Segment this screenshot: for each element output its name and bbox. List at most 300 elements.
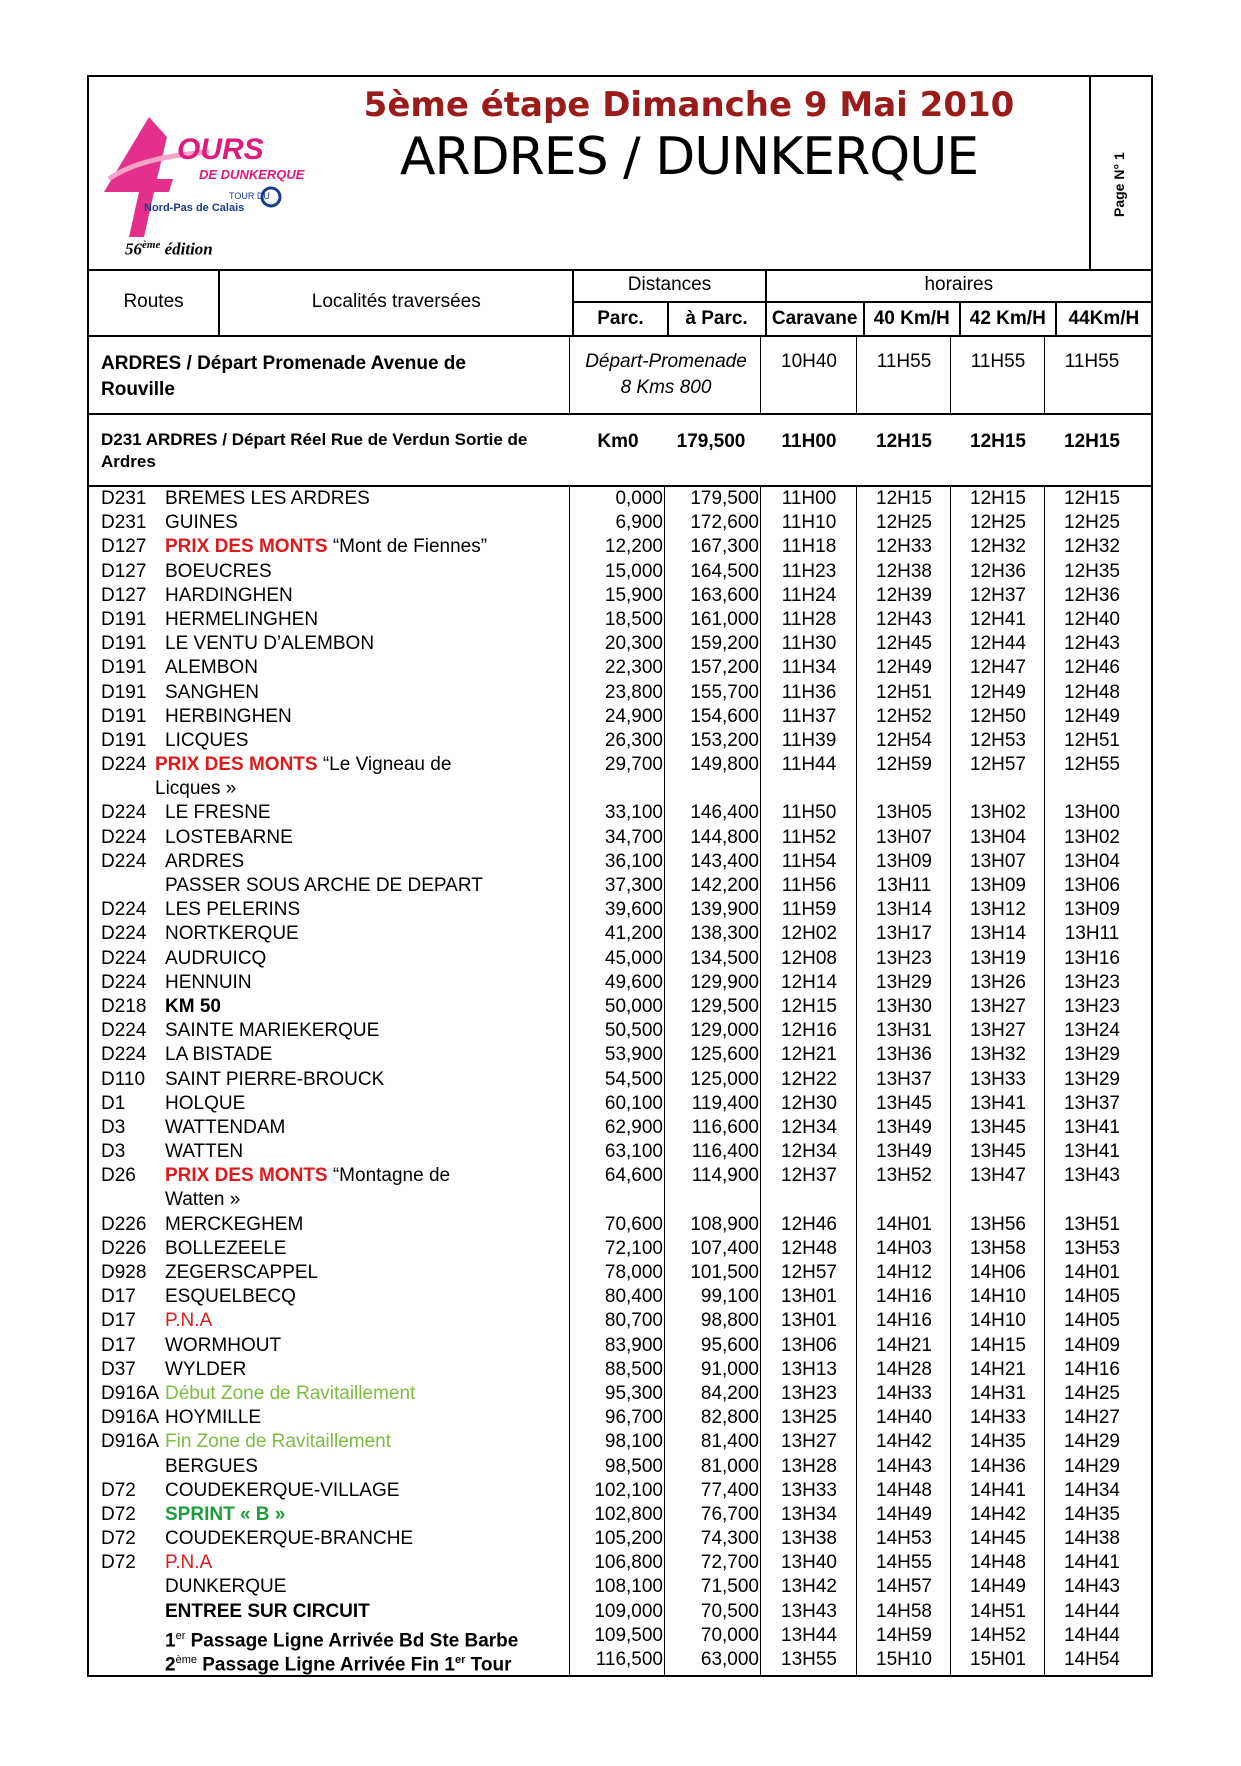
table-row	[89, 850, 1151, 874]
route-code: D224	[101, 923, 147, 945]
cell-car: 13H33	[781, 1479, 837, 1501]
cell-parc: 106,800	[594, 1552, 663, 1574]
cell-h44: 14H43	[1064, 1576, 1120, 1598]
cell-h44: 14H05	[1064, 1286, 1120, 1308]
table-row	[89, 801, 1151, 825]
locality-extra: “Montagne de	[327, 1165, 451, 1187]
locality-name	[165, 922, 299, 946]
cell-h44: 12H49	[1064, 705, 1120, 727]
locality-name	[165, 584, 293, 608]
cell-h40: 13H09	[876, 850, 932, 872]
cell-apar: 129,000	[690, 1020, 759, 1042]
cell-h40: 12H59	[876, 754, 932, 776]
cell-apar: 179,500	[690, 488, 759, 509]
locality-main: ZEGERSCAPPEL	[165, 1262, 319, 1283]
locality-name	[165, 1285, 296, 1309]
table-row	[89, 922, 1151, 946]
col-40kmh: 40 Km/H	[864, 302, 960, 336]
cell-parc: 53,900	[604, 1044, 663, 1066]
locality-main: BOEUCRES	[165, 560, 272, 582]
cell-h42: 14H10	[970, 1286, 1026, 1308]
locality-name	[165, 1358, 246, 1382]
cell-h44: 14H01	[1064, 1262, 1120, 1283]
locality-main: ALEMBON	[165, 657, 258, 679]
route-code: D127	[101, 584, 147, 606]
locality-name	[165, 1382, 415, 1406]
locality-main: BERGUES	[165, 1455, 258, 1477]
cell-h42: 14H36	[970, 1455, 1026, 1477]
depart-reel-label: D231 ARDRES / Départ Réel Rue de Verdun Sortie de Ardres	[101, 430, 528, 471]
locality-name	[165, 1043, 272, 1067]
cell-h44: 14H35	[1064, 1503, 1120, 1525]
cell-apar: 82,800	[700, 1407, 759, 1429]
cell-parc: 15,900	[604, 584, 663, 606]
route-code: D37	[101, 1358, 136, 1380]
locality-main: SAINT PIERRE-BROUCK	[165, 1068, 385, 1090]
route-code: D224	[101, 754, 147, 776]
cell-h44: 12H51	[1064, 729, 1120, 751]
route-code: D26	[101, 1165, 136, 1187]
cell-apar: 77,400	[700, 1479, 759, 1501]
table-row	[89, 656, 1151, 680]
cell-h42: 12H50	[970, 705, 1026, 727]
itinerary-rows	[89, 487, 1151, 1676]
table-row	[89, 995, 1151, 1019]
locality-name	[165, 705, 292, 729]
route-code: D916A	[101, 1407, 160, 1429]
locality-main: MERCKEGHEM	[165, 1213, 304, 1235]
cell-car: 11H00	[781, 488, 837, 509]
cell-h42: 12H41	[970, 608, 1026, 630]
route-code: D916A	[101, 1431, 160, 1453]
cell-car: 11H50	[781, 802, 837, 824]
route-code: D72	[101, 1528, 136, 1550]
cell-h40: 12H15	[876, 488, 932, 509]
table-row	[89, 487, 1151, 511]
cell-h42: 13H45	[970, 1116, 1026, 1138]
cell-car: 13H23	[781, 1382, 837, 1404]
cell-h44: 13H24	[1064, 1020, 1120, 1042]
route-code: D191	[101, 608, 147, 630]
table-row	[89, 1503, 1151, 1527]
cell-h42: 12H36	[970, 560, 1026, 582]
route-code: D191	[101, 681, 147, 703]
table-row	[89, 1334, 1151, 1358]
cell-h40: 12H49	[876, 657, 932, 679]
locality-name	[165, 1019, 379, 1043]
depart-label: ARDRES / Départ Promenade Avenue de Rouville	[101, 353, 466, 400]
cell-car: 11H37	[781, 705, 837, 727]
cell-h40: 14H53	[876, 1528, 932, 1550]
cell-car: 11H59	[781, 899, 837, 921]
cell-parc: 18,500	[604, 608, 663, 630]
cell-parc: 95,300	[604, 1382, 663, 1404]
cell-h42: 13H09	[970, 875, 1026, 896]
cell-car: 11H30	[781, 633, 837, 655]
table-row	[89, 898, 1151, 922]
table-row	[89, 1382, 1151, 1406]
route-code: D224	[101, 850, 147, 872]
cell-parc: 0,000	[615, 488, 663, 509]
cell-apar: 125,000	[690, 1068, 759, 1090]
route-code: D191	[101, 705, 147, 727]
depart-reel-parc: Km0	[597, 431, 639, 452]
table-row	[89, 729, 1151, 753]
cell-h40: 13H14	[876, 899, 932, 921]
cell-h44: 12H36	[1064, 584, 1120, 606]
cell-h42: 13H19	[970, 947, 1026, 969]
locality-main: SPRINT « B »	[165, 1503, 286, 1525]
cell-parc: 108,100	[594, 1576, 663, 1598]
cell-car: 12H02	[781, 923, 837, 945]
cell-apar: 143,400	[690, 850, 759, 872]
cell-car: 11H52	[781, 826, 837, 848]
cell-h44: 14H54	[1064, 1649, 1120, 1670]
locality-main: KM 50	[165, 995, 221, 1017]
cell-h44: 14H41	[1064, 1552, 1120, 1574]
cell-h40: 13H11	[876, 875, 932, 896]
cell-h40: 14H49	[876, 1503, 932, 1525]
cell-h44: 14H44	[1064, 1624, 1120, 1646]
cell-h42: 12H15	[970, 488, 1026, 509]
cell-parc: 102,100	[594, 1479, 663, 1501]
cell-h40: 14H55	[876, 1552, 932, 1574]
cell-parc: 109,500	[594, 1624, 663, 1646]
table-row	[89, 1019, 1151, 1043]
locality-main: COUDEKERQUE-BRANCHE	[165, 1528, 414, 1550]
cell-apar: 63,000	[700, 1649, 759, 1670]
locality-name	[165, 850, 244, 874]
cell-parc: 20,300	[604, 633, 663, 655]
cell-parc: 33,100	[604, 802, 663, 824]
cell-car: 13H55	[781, 1649, 837, 1670]
cell-h44: 13H11	[1064, 923, 1120, 945]
table-row	[89, 705, 1151, 729]
cell-car: 13H01	[781, 1310, 837, 1332]
cell-parc: 96,700	[604, 1407, 663, 1429]
locality-main: Fin Zone de Ravitaillement	[165, 1431, 391, 1453]
locality-extra: “Le Vigneau de	[317, 754, 452, 776]
depart-44: 11H55	[1064, 351, 1120, 372]
table-row	[89, 560, 1151, 584]
cell-h44: 12H43	[1064, 633, 1120, 655]
cell-h42: 12H49	[970, 681, 1026, 703]
locality-main: LES PELERINS	[165, 899, 301, 921]
page-header	[89, 77, 1151, 271]
route-code: D231	[101, 488, 147, 509]
cell-car: 13H28	[781, 1455, 837, 1477]
locality-name	[165, 1406, 261, 1430]
route-code: D224	[101, 947, 147, 969]
cell-car: 11H36	[781, 681, 837, 703]
logo-dunkerque-text: DE DUNKERQUE	[199, 167, 305, 182]
route-code: D72	[101, 1552, 136, 1574]
cell-parc: 105,200	[594, 1528, 663, 1550]
locality-name	[165, 632, 374, 656]
table-row	[89, 971, 1151, 995]
cell-parc: 29,700	[604, 754, 663, 776]
cell-h40: 13H29	[876, 971, 932, 993]
cell-h42: 15H01	[970, 1649, 1026, 1670]
locality-name	[165, 729, 248, 753]
cell-car: 13H34	[781, 1503, 837, 1525]
cell-car: 11H18	[781, 536, 837, 558]
route-code: D127	[101, 536, 147, 558]
table-row	[89, 1455, 1151, 1479]
cell-car: 11H54	[781, 850, 837, 872]
locality-name	[165, 608, 318, 632]
locality-name	[165, 1261, 318, 1285]
route-code: D3	[101, 1116, 126, 1138]
route-code: D17	[101, 1310, 136, 1332]
cell-h44: 13H43	[1064, 1165, 1120, 1187]
cell-h44: 13H23	[1064, 971, 1120, 993]
cell-h40: 12H51	[876, 681, 932, 703]
locality-main: BREMES LES ARDRES	[165, 488, 370, 509]
cell-h40: 13H45	[876, 1092, 932, 1114]
col-routes: Routes	[89, 269, 219, 336]
cell-parc: 80,400	[604, 1286, 663, 1308]
cell-parc: 26,300	[604, 729, 663, 751]
locality-name	[165, 1600, 370, 1624]
cell-h42: 14H35	[970, 1431, 1026, 1453]
table-row	[89, 1600, 1151, 1624]
table-row	[89, 584, 1151, 608]
cell-parc: 102,800	[594, 1503, 663, 1525]
locality-main: 2	[165, 1654, 176, 1676]
cell-h44: 13H09	[1064, 899, 1120, 921]
cell-parc: 36,100	[604, 850, 663, 872]
cell-car: 11H24	[781, 584, 837, 606]
cell-apar: 163,600	[690, 584, 759, 606]
cell-h42: 13H41	[970, 1092, 1026, 1114]
cell-h42: 13H26	[970, 971, 1026, 993]
cell-h42: 13H14	[970, 923, 1026, 945]
route-code: D72	[101, 1479, 136, 1501]
locality-main: BOLLEZEELE	[165, 1237, 287, 1259]
cell-h40: 14H12	[876, 1262, 932, 1283]
cell-car: 11H44	[781, 754, 837, 776]
cell-h40: 13H23	[876, 947, 932, 969]
locality-main: ESQUELBECQ	[165, 1286, 296, 1308]
locality-main: WATTEN	[165, 1141, 244, 1163]
cell-h44: 13H23	[1064, 995, 1120, 1017]
cell-apar: 149,800	[690, 754, 759, 776]
cell-parc: 54,500	[604, 1068, 663, 1090]
cell-car: 12H30	[781, 1092, 837, 1114]
locality-main: SAINTE MARIEKERQUE	[165, 1020, 380, 1042]
locality-main: PRIX DES MONTS	[165, 1165, 328, 1187]
cell-apar: 144,800	[690, 826, 759, 848]
locality-name	[165, 1648, 512, 1677]
cell-car: 12H48	[781, 1237, 837, 1259]
cell-h44: 13H06	[1064, 875, 1120, 896]
cell-h42: 13H02	[970, 802, 1026, 824]
cell-h44: 13H41	[1064, 1116, 1120, 1138]
cell-h44: 12H35	[1064, 560, 1120, 582]
cell-apar: 114,900	[691, 1165, 759, 1187]
cell-h42: 14H21	[970, 1358, 1026, 1380]
cell-car: 12H14	[781, 971, 837, 993]
cell-h42: 13H32	[970, 1044, 1026, 1066]
locality-main: Début Zone de Ravitaillement	[165, 1382, 416, 1404]
locality-main: LOSTEBARNE	[165, 826, 293, 848]
cell-parc: 88,500	[604, 1358, 663, 1380]
depart-block	[89, 335, 1151, 415]
route-code: D3	[101, 1141, 126, 1163]
cell-h44: 14H44	[1064, 1600, 1120, 1622]
route-code: D191	[101, 657, 147, 679]
col-a-parc: à Parc.	[668, 302, 766, 336]
depart-reel-caravane: 11H00	[781, 431, 837, 452]
route-code: D72	[101, 1503, 136, 1525]
cell-apar: 76,700	[700, 1503, 759, 1525]
edition-suffix: ème	[142, 239, 161, 251]
cell-apar: 84,200	[700, 1382, 759, 1404]
locality-main: WYLDER	[165, 1358, 247, 1380]
locality-name	[165, 1527, 413, 1551]
cell-apar: 142,200	[690, 875, 759, 896]
cell-parc: 49,600	[604, 971, 663, 993]
locality-name	[165, 1237, 286, 1261]
table-row	[89, 1164, 1151, 1188]
locality-name	[165, 1430, 391, 1454]
ordinal-suffix: er	[455, 1654, 466, 1666]
cell-apar: 101,500	[690, 1262, 759, 1283]
cell-parc: 70,600	[604, 1213, 663, 1235]
cell-apar: 155,700	[690, 681, 759, 703]
locality-name	[165, 1068, 384, 1092]
locality-extra: Passage Ligne Arrivée Fin 1	[196, 1654, 455, 1676]
cell-h40: 14H01	[876, 1213, 932, 1235]
cell-parc: 22,300	[604, 657, 663, 679]
col-caravane: Caravane	[766, 302, 864, 336]
locality-main: ENTREE SUR CIRCUIT	[165, 1600, 370, 1622]
cell-h44: 14H16	[1064, 1358, 1120, 1380]
locality-main: PASSER SOUS ARCHE DE DEPART	[165, 875, 483, 896]
cell-h40: 12H39	[876, 584, 932, 606]
table-row	[89, 1648, 1151, 1676]
cell-apar: 81,000	[700, 1455, 759, 1477]
cell-h42: 14H45	[970, 1528, 1026, 1550]
cell-apar: 129,500	[690, 995, 759, 1017]
document-frame	[87, 75, 1153, 1677]
cell-apar: 95,600	[700, 1334, 759, 1356]
page-number-label: Page N° 1	[1111, 152, 1127, 217]
cell-h42: 12H32	[970, 536, 1026, 558]
table-row	[89, 608, 1151, 632]
locality-name	[165, 681, 259, 705]
cell-h42: 13H04	[970, 826, 1026, 848]
cell-h42: 13H27	[970, 1020, 1026, 1042]
cell-h42: 12H25	[970, 512, 1026, 534]
edition-word: édition	[164, 239, 213, 259]
locality-name	[165, 898, 300, 922]
cell-parc: 39,600	[604, 899, 663, 921]
cell-parc: 98,500	[604, 1455, 663, 1477]
cell-parc: 109,000	[594, 1600, 663, 1622]
cell-h40: 14H43	[876, 1455, 932, 1477]
cell-h40: 12H54	[876, 729, 932, 751]
locality-extra: Passage Ligne Arrivée Bd Ste Barbe	[185, 1630, 519, 1652]
locality-main: AUDRUICQ	[165, 947, 267, 969]
cell-apar: 108,900	[690, 1213, 759, 1235]
table-row	[89, 1116, 1151, 1140]
locality-name	[155, 777, 236, 801]
cell-h40: 12H25	[876, 512, 932, 534]
locality-main: P.N.A	[165, 1310, 213, 1332]
cell-h42: 14H42	[970, 1503, 1026, 1525]
depart-reel-40: 12H15	[876, 431, 932, 452]
cell-apar: 134,500	[690, 947, 759, 969]
cell-car: 12H15	[781, 995, 837, 1017]
cell-h40: 13H52	[876, 1165, 932, 1187]
cell-h44: 14H09	[1064, 1334, 1120, 1356]
cell-apar: 70,500	[700, 1600, 759, 1622]
cell-h40: 13H17	[876, 923, 932, 945]
depart-reel-a-parc: 179,500	[676, 431, 746, 452]
cell-h42: 14H48	[970, 1552, 1026, 1574]
edition-number: 56	[125, 239, 142, 259]
cell-h44: 13H37	[1064, 1092, 1120, 1114]
cell-h40: 14H42	[876, 1431, 932, 1453]
locality-main: SANGHEN	[165, 681, 259, 703]
cell-apar: 146,400	[690, 802, 759, 824]
cell-h42: 13H33	[970, 1068, 1026, 1090]
cell-apar: 159,200	[690, 633, 759, 655]
cell-h40: 14H16	[876, 1286, 932, 1308]
locality-main: NORTKERQUE	[165, 923, 299, 945]
locality-main: WORMHOUT	[165, 1334, 282, 1356]
table-row	[89, 1068, 1151, 1092]
depart-caravane: 10H40	[781, 351, 837, 372]
route-code: D916A	[101, 1382, 160, 1404]
cell-parc: 24,900	[604, 705, 663, 727]
race-logo	[89, 97, 339, 257]
table-row	[89, 947, 1151, 971]
locality-name	[165, 1213, 303, 1237]
cell-car: 12H34	[781, 1141, 837, 1163]
route-code: D224	[101, 802, 147, 824]
cell-h40: 12H33	[876, 536, 932, 558]
cell-h42: 13H45	[970, 1141, 1026, 1163]
locality-main: PRIX DES MONTS	[165, 536, 328, 558]
locality-main: HENNUIN	[165, 971, 252, 993]
cell-h40: 14H03	[876, 1237, 932, 1259]
locality-main: COUDEKERQUE-VILLAGE	[165, 1479, 400, 1501]
cell-apar: 70,000	[700, 1624, 759, 1646]
route-code: D928	[101, 1262, 147, 1283]
depart-reel-block	[89, 415, 1151, 487]
locality-main: HERMELINGHEN	[165, 608, 319, 630]
table-row	[89, 874, 1151, 898]
cell-h44: 13H29	[1064, 1068, 1120, 1090]
cell-h40: 13H05	[876, 802, 932, 824]
cell-apar: 119,400	[691, 1092, 759, 1114]
table-row	[89, 1575, 1151, 1599]
cell-apar: 138,300	[690, 923, 759, 945]
route-title: ARDRES / DUNKERQUE	[399, 127, 979, 187]
cell-h40: 14H33	[876, 1382, 932, 1404]
cell-car: 13H38	[781, 1528, 837, 1550]
locality-name	[165, 1455, 258, 1479]
cell-h40: 13H31	[876, 1020, 932, 1042]
cell-h40: 14H58	[876, 1600, 932, 1622]
table-row	[89, 1479, 1151, 1503]
table-row	[89, 1188, 1151, 1212]
depart-42: 11H55	[970, 351, 1026, 372]
cell-h42: 13H07	[970, 850, 1026, 872]
